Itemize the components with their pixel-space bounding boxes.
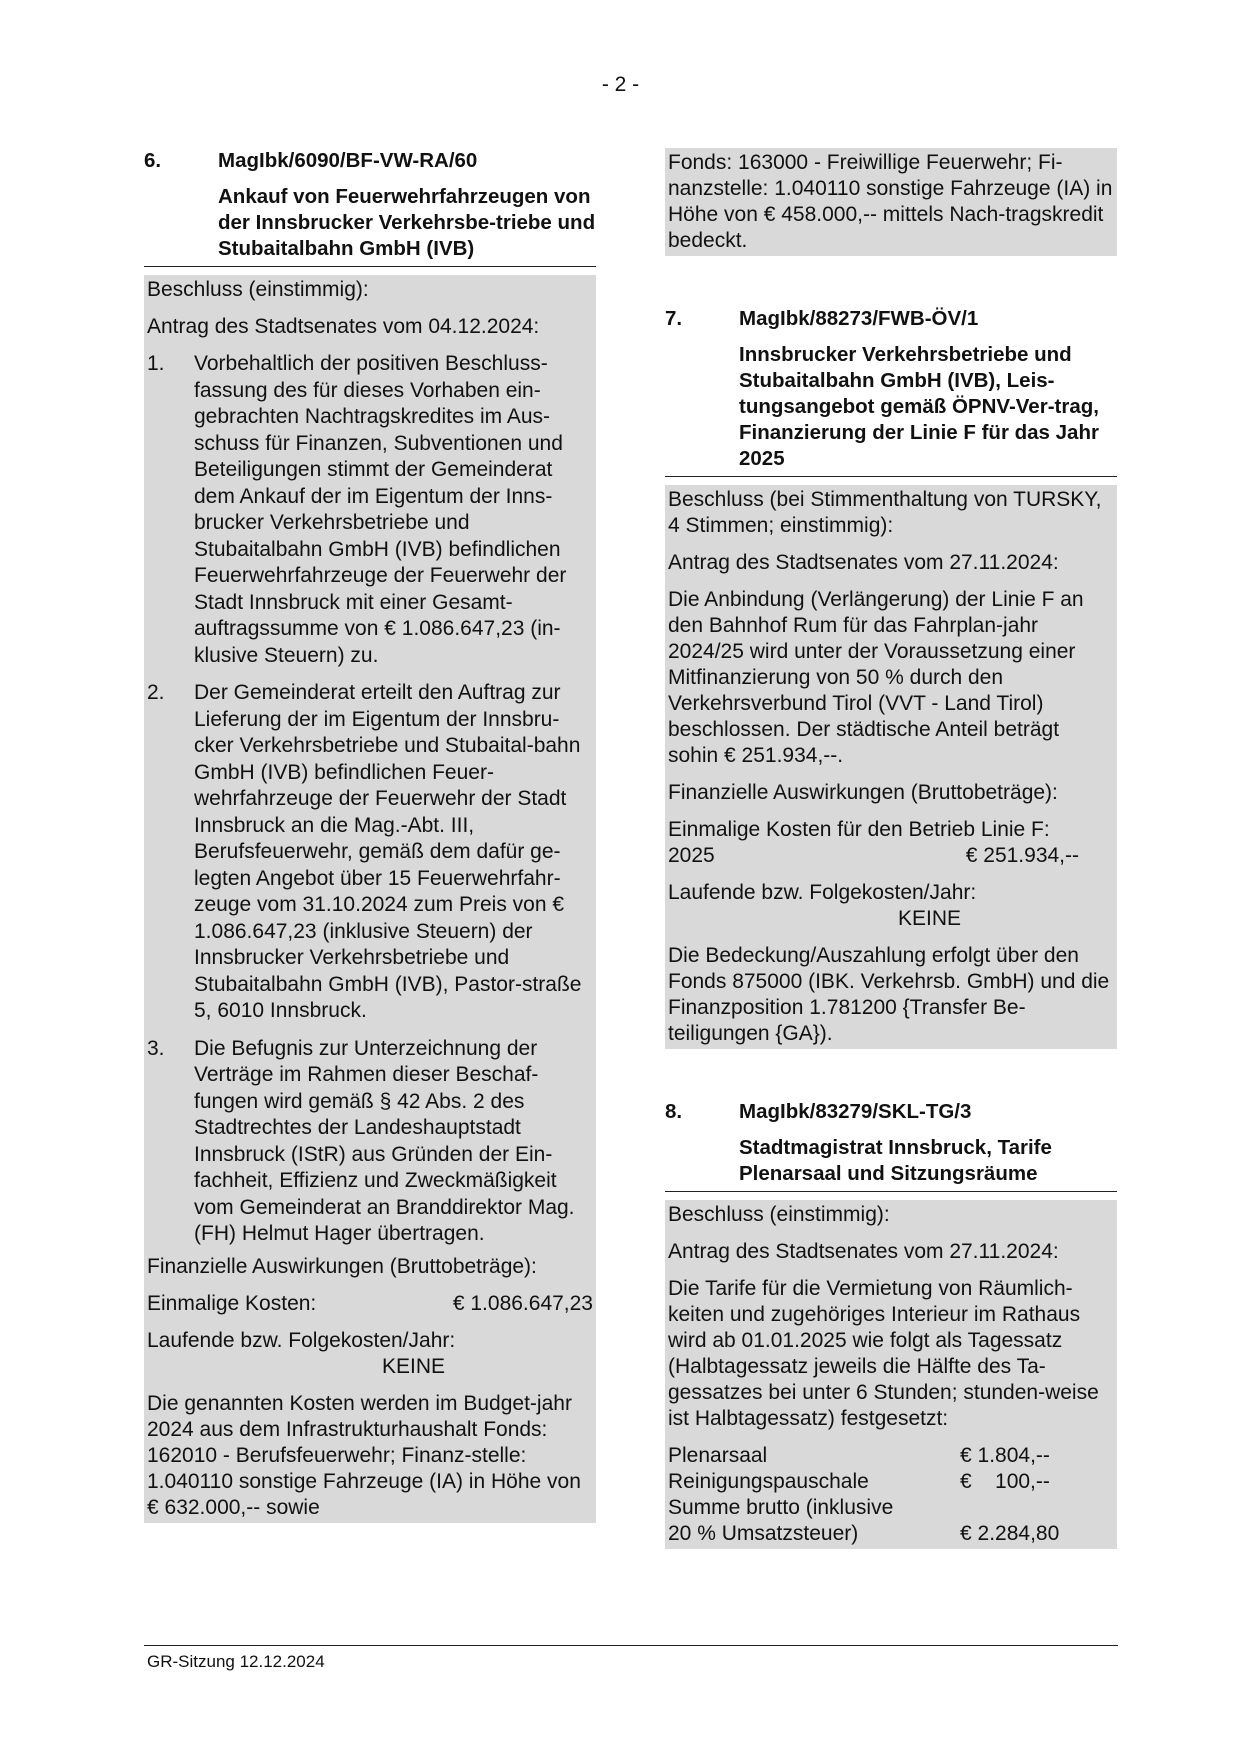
section-7 bbox=[665, 306, 1117, 1049]
motion-text: Die Anbindung (Verlängerung) der Linie F an den Bahnhof Rum für das Fahrplan-jahr 2024/25 wird unter der Voraussetzung einer Mitfinanzierung von 50 % durch den Verkehrsverbund Tirol (VVT - Land Tirol) beschlossen. Der städtische Anteil beträgt sohin € 251.934,--. bbox=[668, 588, 1084, 767]
one-time-costs-row bbox=[668, 817, 1114, 869]
tariff-label: Plenarsaal bbox=[668, 1444, 768, 1467]
motion-label: Antrag des Stadtsenates vom 27.11.2024: bbox=[668, 551, 1059, 574]
one-time-costs-year: 2025 bbox=[668, 844, 715, 867]
tariff-label: Summe brutto (inklusive bbox=[668, 1496, 894, 1519]
tariff-value: € 2.284,80 bbox=[960, 1522, 1060, 1545]
section-6-heading bbox=[144, 148, 596, 174]
section-7-heading bbox=[665, 306, 1117, 332]
section-number: 6. bbox=[144, 149, 162, 172]
tariff-value bbox=[960, 1495, 1114, 1521]
tariff-label: Reinigungspauschale bbox=[668, 1470, 869, 1493]
left-column bbox=[144, 148, 596, 1523]
financial-impact-label: Finanzielle Auswirkungen (Bruttobeträge): bbox=[668, 781, 1058, 804]
section-8 bbox=[665, 1099, 1117, 1549]
section-title: Innsbrucker Verkehrsbetriebe und Stubaitalbahn GmbH (IVB), Leis-tungsangebot gemäß ÖPNV-Ver-trag, Finanzierung der Linie F für das Jahr 2025 bbox=[739, 343, 1099, 470]
list-item bbox=[147, 1036, 593, 1248]
running-costs-label: Laufende bzw. Folgekosten/Jahr: bbox=[668, 881, 977, 904]
section-6-continuation bbox=[665, 148, 1117, 256]
one-time-costs-label: Einmalige Kosten für den Betrieb Linie F: bbox=[668, 818, 1050, 841]
section-code: MagIbk/88273/FWB-ÖV/1 bbox=[739, 307, 979, 330]
one-time-costs-value: € 251.934,-- bbox=[965, 844, 1079, 867]
tariff-table bbox=[668, 1443, 1114, 1547]
list-item-text: Vorbehaltlich der positiven Beschluss-fassung des für dieses Vorhaben ein-gebrachten Nachtragskredites im Aus-schuss für Finanzen, Subventionen und Beteiligungen stimmt der Gemeinderat dem Ankauf der im Eigentum der Inns-brucker Verkehrsbetriebe und Stubaitalbahn GmbH (IVB) befindlichen Feuerwehrfahrzeuge der Feuerwehr der Stadt Innsbruck mit einer Gesamt-auftragssumme von € 1.086.647,23 (in-klusive Steuern) zu. bbox=[194, 352, 567, 667]
resolution-box bbox=[665, 485, 1117, 1049]
resolution-box bbox=[144, 275, 596, 1523]
list-item bbox=[147, 351, 593, 669]
divider bbox=[665, 1191, 1117, 1192]
running-costs-row bbox=[668, 880, 1114, 932]
list-item-number: 1. bbox=[147, 352, 165, 375]
list-item-text: Der Gemeinderat erteilt den Auftrag zur Lieferung der im Eigentum der Innsbru-cker Verkehrsbetriebe und Stubaital-bahn GmbH (IVB) befindlichen Feuer-wehrfahrzeuge der Feuerwehr der Stadt Innsbruck an die Mag.-Abt. III, Berufsfeuerwehr, gemäß dem dafür ge-legten Angebot über 15 Feuerwehrfahr-zeuge vom 31.10.2024 zum Preis von € 1.086.647,23 (inklusive Steuern) der Innsbrucker Verkehrsbetriebe und Stubaitalbahn GmbH (IVB), Pastor-straße 5, 6010 Innsbruck. bbox=[194, 681, 582, 1022]
section-8-heading bbox=[665, 1099, 1117, 1125]
list-item-number: 2. bbox=[147, 681, 165, 704]
motion-label: Antrag des Stadtsenates vom 27.11.2024: bbox=[668, 1240, 1059, 1263]
resolution-label: Beschluss (einstimmig): bbox=[668, 1203, 890, 1226]
running-costs-value: KEINE bbox=[897, 907, 961, 930]
tariff-label: 20 % Umsatzsteuer) bbox=[668, 1522, 859, 1545]
section-title: Stadtmagistrat Innsbruck, Tarife Plenarsaal und Sitzungsräume bbox=[739, 1136, 1052, 1185]
one-time-costs-label: Einmalige Kosten: bbox=[147, 1291, 317, 1315]
footer-divider bbox=[144, 1645, 1118, 1646]
list-item-number: 3. bbox=[147, 1036, 165, 1060]
continuation-text: Fonds: 163000 - Freiwillige Feuerwehr; Fi-nanzstelle: 1.040110 sonstige Fahrzeuge (IA) in Höhe von € 458.000,-- mittels Nach-tragskredit bedeckt. bbox=[668, 151, 1113, 252]
resolution-label: Beschluss (bei Stimmenthaltung von TURSKY, 4 Stimmen; einstimmig): bbox=[668, 488, 1102, 537]
costs-text: Die genannten Kosten werden im Budget-jahr 2024 aus dem Infrastrukturhaushalt Fonds: 162010 - Berufsfeuerwehr; Finanz-stelle: 1.040110 sonstige Fahrzeuge (IA) in Höhe von € 632.000,-- sowie bbox=[147, 1391, 581, 1519]
one-time-costs-value: € 1.086.647,23 bbox=[452, 1291, 593, 1315]
right-column bbox=[665, 148, 1117, 1549]
list-item bbox=[147, 680, 593, 1025]
resolution-box bbox=[665, 1200, 1117, 1549]
running-costs-row bbox=[147, 1328, 593, 1380]
section-number: 8. bbox=[665, 1100, 683, 1123]
section-6 bbox=[144, 148, 596, 1523]
section-code: MagIbk/6090/BF-VW-RA/60 bbox=[218, 149, 478, 172]
divider bbox=[665, 476, 1117, 477]
section-title: Ankauf von Feuerwehrfahrzeugen von der Innsbrucker Verkehrsbe-triebe und Stubaitalbahn GmbH (IVB) bbox=[218, 185, 596, 260]
page-number: - 2 - bbox=[601, 73, 640, 96]
section-number: 7. bbox=[665, 307, 683, 330]
list-item-text: Die Befugnis zur Unterzeichnung der Verträge im Rahmen dieser Beschaf-fungen wird gemäß § 42 Abs. 2 des Stadtrechtes der Landeshauptstadt Innsbruck (IStR) aus Gründen der Ein-fachheit, Effizienz und Zweckmäßigkeit vom Gemeinderat an Branddirektor Mag. (FH) Helmut Hager übertragen. bbox=[194, 1036, 575, 1245]
section-code: MagIbk/83279/SKL-TG/3 bbox=[739, 1100, 972, 1123]
one-time-costs-row bbox=[147, 1291, 593, 1317]
coverage-text: Die Bedeckung/Auszahlung erfolgt über den Fonds 875000 (IBK. Verkehrsb. GmbH) und die Finanzposition 1.781200 {Transfer Be-teiligungen {GA}). bbox=[668, 944, 1110, 1045]
resolution-label: Beschluss (einstimmig): bbox=[147, 278, 369, 301]
tariff-value: € 1.804,-- bbox=[960, 1444, 1050, 1467]
running-costs-label: Laufende bzw. Folgekosten/Jahr: bbox=[147, 1328, 456, 1352]
financial-impact-label: Finanzielle Auswirkungen (Bruttobeträge): bbox=[147, 1254, 537, 1278]
footer-text: GR-Sitzung 12.12.2024 bbox=[147, 1652, 325, 1671]
tariff-value: € 100,-- bbox=[960, 1470, 1050, 1493]
running-costs-value: KEINE bbox=[381, 1354, 445, 1378]
motion-label: Antrag des Stadtsenates vom 04.12.2024: bbox=[147, 315, 540, 338]
divider bbox=[144, 266, 596, 267]
motion-text: Die Tarife für die Vermietung von Räumlich-keiten und zugehöriges Interieur im Rathaus wird ab 01.01.2025 wie folgt als Tagessatz (Halbtagessatz jeweils die Hälfte des Ta-gessatzes bei unter 6 Stunden; stunden-weise ist Halbtagessatz) festgesetzt: bbox=[668, 1277, 1099, 1430]
